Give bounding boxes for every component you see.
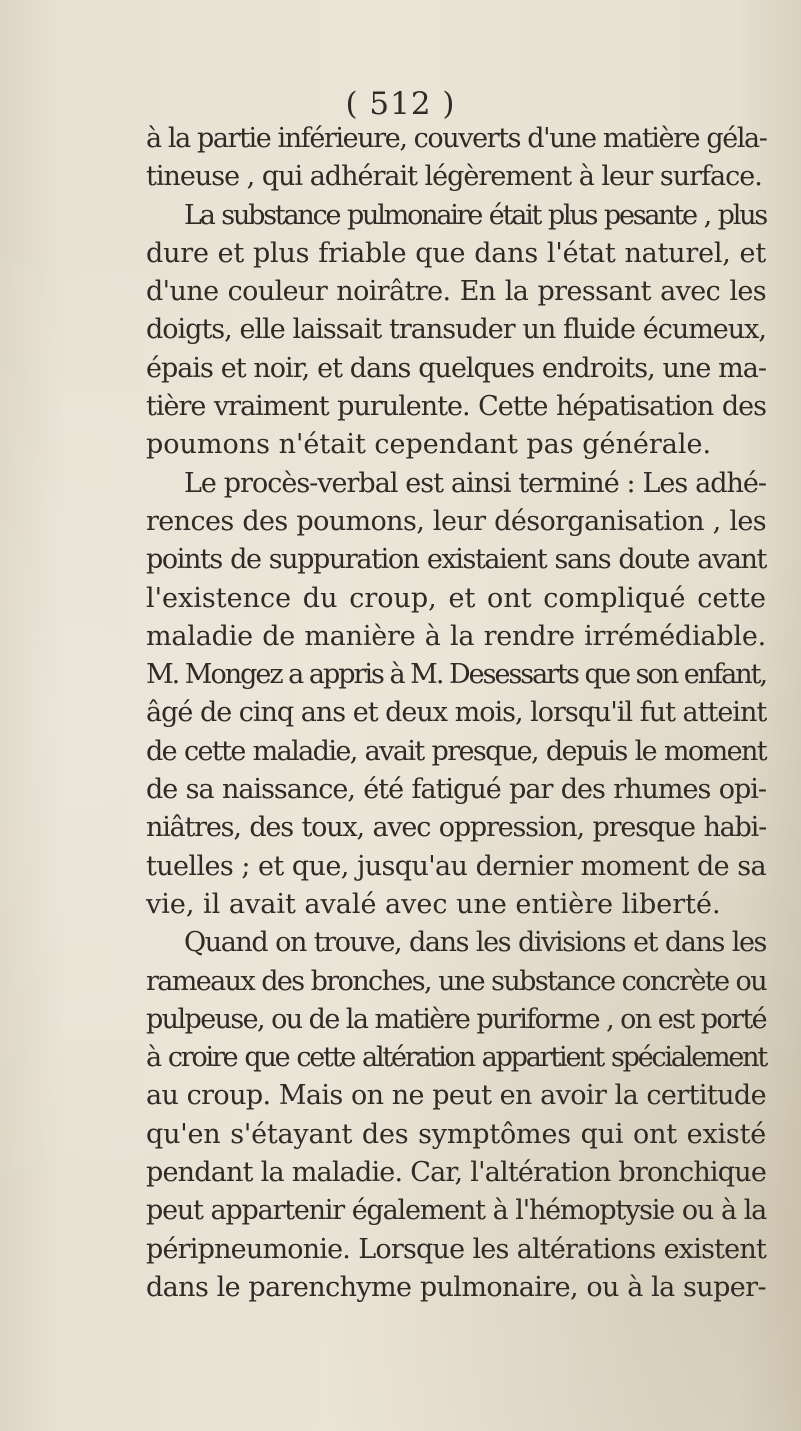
text-line: épais et noir, et dans quelques endroits, une ma- [146,352,766,384]
text-line: pendant la maladie. Car, l'altération bronchique [146,1157,766,1189]
text-line: l'existence du croup, et ont compliqué cette [146,582,766,614]
text-line: La substance pulmonaire était plus pesante , plus [184,199,766,231]
text-line: d'une couleur noirâtre. En la pressant avec les [146,276,766,308]
text-line: tière vraiment purulente. Cette hépatisation des [146,391,766,423]
text-line: maladie de manière à la rendre irrémédiable. [146,620,766,652]
text-line: de sa naissance, été fatigué par des rhumes opi- [146,774,766,806]
text-line: qu'en s'étayant des symptômes qui ont existé [146,1118,766,1150]
text-line: Quand on trouve, dans les divisions et dans les [184,927,766,959]
text-line: à croire que cette altération appartient spécialement [146,1042,766,1074]
text-line: pulpeuse, ou de la matière puriforme , on est porté [146,1003,766,1035]
page-number: ( 512 ) [345,86,456,122]
text-line: âgé de cinq ans et deux mois, lorsqu'il fut atteint [146,697,767,729]
text-line: peut appartenir également à l'hémoptysie ou à la [146,1195,766,1227]
text-line: à la partie inférieure, couverts d'une matière géla- [146,123,767,154]
text-line: au croup. Mais on ne peut en avoir la certitude [146,1080,766,1112]
text-line: de cette maladie, avait presque, depuis le moment [146,735,766,767]
text-line: niâtres, des toux, avec oppression, presque habi- [146,812,766,844]
text-line: Le procès-verbal est ainsi terminé : Les adhé- [184,467,766,499]
text-line: M. Mongez a appris à M. Desessarts que son enfant, [146,659,767,691]
text-line: dure et plus friable que dans l'état naturel, et [146,237,766,269]
text-line: rameaux des bronches, une substance concrète ou [146,965,766,997]
text-line: vie, il avait avalé avec une entière liberté. [146,888,721,920]
text-line: dans le parenchyme pulmonaire, ou à la super- [146,1271,766,1303]
text-line: poumons n'était cependant pas générale. [146,429,712,461]
text-line: péripneumonie. Lorsque les altérations existent [146,1233,766,1265]
body-text [146,120,766,1307]
text-line: rences des poumons, leur désorganisation , les [146,505,766,537]
text-line: doigts, elle laissait transuder un fluide écumeux, [146,314,766,346]
text-line: tineuse , qui adhérait légèrement à leur surface. [146,161,762,193]
text-line: points de suppuration existaient sans doute avant [146,544,766,576]
text-line: tuelles ; et que, jusqu'au dernier moment de sa [146,850,766,882]
